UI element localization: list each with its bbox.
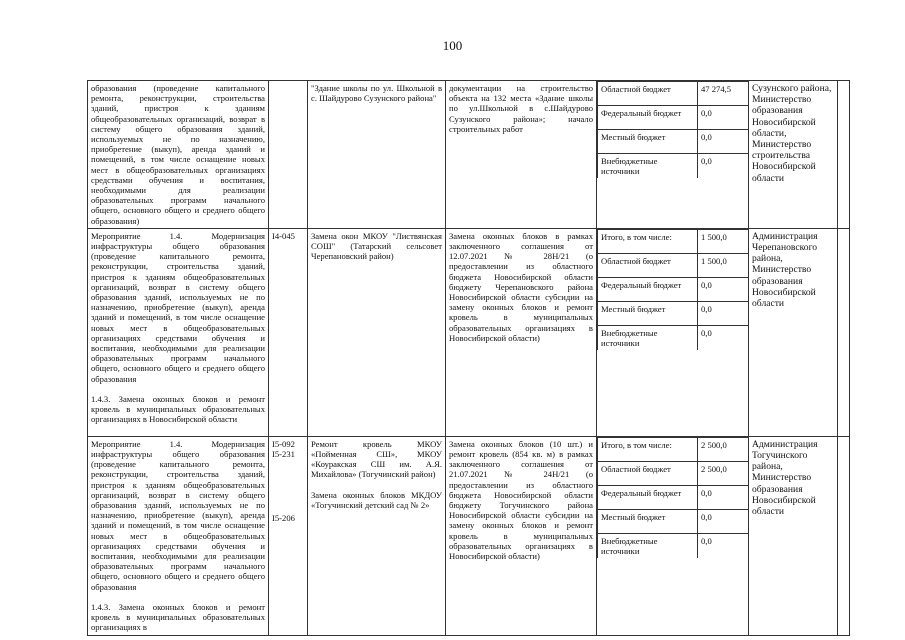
funding-amount: 47 274,5 (698, 82, 749, 106)
object-name: "Здание школы по ул. Школьной в с. Шайдурово Сузунского района" (311, 83, 442, 104)
funding-row (598, 229, 749, 253)
activity-code-cell (269, 228, 308, 436)
funding-source: Областной бюджет (598, 461, 698, 485)
responsible-executors: Администрация Тогучинского района, Министерство образования Новосибирской области (752, 438, 818, 518)
expected-result-cell (446, 436, 597, 635)
object-cell (308, 81, 446, 229)
object-name: Замена окон МКОУ "Листвянская СОШ" (Татарский сельсовет Черепановский район) (311, 230, 442, 262)
funding-row (598, 277, 749, 301)
funding-source: Внебюджетные источники (598, 325, 698, 350)
object-name-extra: Замена оконных блоков МКДОУ «Тогучинский детский сад № 2» (311, 489, 442, 510)
funding-amount: 0,0 (698, 533, 749, 558)
table-row (88, 81, 850, 229)
activity-description-cell (88, 228, 269, 436)
responsible-cell (749, 436, 838, 635)
page-number: 100 (442, 38, 463, 53)
funding-source: Федеральный бюджет (598, 277, 698, 301)
funding-cell (597, 81, 749, 229)
activity-code: I4-045 (272, 230, 295, 241)
funding-amount: 0,0 (698, 485, 749, 509)
funding-amount: 0,0 (698, 325, 749, 350)
funding-amount: 0,0 (698, 509, 749, 533)
responsible-executors: Администрация Черепановского района, Министерство образования Новосибирской области (752, 230, 818, 310)
funding-source: Внебюджетные источники (598, 533, 698, 558)
activity-code: I5-206 (272, 513, 295, 524)
program-activities-table (87, 80, 850, 636)
funding-source: Местный бюджет (598, 130, 698, 154)
funding-row (598, 461, 749, 485)
expected-result: Замена оконных блоков (10 шт.) и ремонт кровель (854 кв. м) в рамках заключенного соглашения от 21.07.2021 № 24Н/21 (о предоставлении из областного бюджета Новосибирской области бюджету Тогучинского района Новосибирской области субсидии на замену оконных блоков и ремонт кровель в муниципальных образовательных организациях в Новосибирской области) (449, 438, 593, 562)
funding-amount: 0,0 (698, 277, 749, 301)
funding-row (598, 325, 749, 350)
activity-description-cell (88, 436, 269, 635)
activity-description: Мероприятие 1.4. Модернизация инфраструктуры общего образования (проведение капитального ремонта, реконструкции, строительства зданий, пристроя к зданиям общеобразовательных организаций, возврат в систему общего образования зданий, используемых не по назначению, приобретение (выкуп), аренда зданий и помещений, в том числе оснащение новых мест в общеобразовательных организациях средствами обучения и воспитания, необходимыми для реализации образовательных программ начального общего, основного общего и среднего общего образования (91, 230, 265, 384)
activity-description: Мероприятие 1.4. Модернизация инфраструктуры общего образования (проведение капитального ремонта, реконструкции, строительства зданий, пристроя к зданиям общеобразовательных организаций, возврат в систему общего образования зданий, используемых не по назначению, приобретение (выкуп), аренда зданий и помещений, в том числе оснащение новых мест в общеобразовательных организациях средствами обучения и воспитания, необходимыми для реализации образовательных программ начального общего, основного общего и среднего общего образования (91, 438, 265, 592)
funding-source: Федеральный бюджет (598, 485, 698, 509)
activity-code: I5-231 (272, 449, 295, 460)
funding-amount: 1 500,0 (698, 253, 749, 277)
activity-sub-description: 1.4.3. Замена оконных блоков и ремонт кровель в муниципальных образовательных организациях в Новосибирской области (91, 393, 265, 425)
funding-source: Итого, в том числе: (598, 229, 698, 253)
responsible-executors: Сузунского района, Министерство образования Новосибирской области, Министерство строительства Новосибирской области (752, 83, 832, 184)
funding-row (598, 154, 749, 179)
funding-row (598, 437, 749, 461)
object-name: Ремонт кровель МКОУ «Пойменная СШ», МКОУ «Коуракская СШ им. А.Я. Михайлова» (Тогучинский район) (311, 438, 442, 480)
funding-row (598, 509, 749, 533)
object-cell (308, 228, 446, 436)
activity-sub-description: 1.4.3. Замена оконных блоков и ремонт кровель в муниципальных образовательных организациях в (91, 601, 265, 633)
funding-source: Областной бюджет (598, 82, 698, 106)
funding-row (598, 130, 749, 154)
expected-result: Замена оконных блоков в рамках заключенного соглашения от 12.07.2021 № 28Н/21 (о предоставлении из областного бюджета Новосибирской области бюджету Черепановского района Новосибирской области субсидии на замену оконных блоков и ремонт кровель в муниципальных образовательных организациях в Новосибирской области) (449, 230, 593, 343)
funding-row (598, 82, 749, 106)
empty-cell (838, 436, 850, 635)
activity-code-cell (269, 436, 308, 635)
funding-source: Итого, в том числе: (598, 437, 698, 461)
object-cell (308, 436, 446, 635)
funding-row (598, 485, 749, 509)
funding-source: Федеральный бюджет (598, 106, 698, 130)
funding-row (598, 533, 749, 558)
responsible-cell (749, 228, 838, 436)
funding-amount: 0,0 (698, 106, 749, 130)
funding-source: Внебюджетные источники (598, 154, 698, 179)
table-row (88, 228, 850, 436)
expected-result: документации на строительство объекта на 132 места «Здание школы по ул.Школьной в с.Шайдурово Сузунского района»; начало строительных работ (449, 83, 593, 134)
funding-cell (597, 436, 749, 635)
funding-amount: 2 500,0 (698, 461, 749, 485)
funding-amount: 0,0 (698, 301, 749, 325)
funding-amount: 2 500,0 (698, 437, 749, 461)
funding-row (598, 253, 749, 277)
funding-amount: 1 500,0 (698, 229, 749, 253)
funding-source: Областной бюджет (598, 253, 698, 277)
funding-amount: 0,0 (698, 154, 749, 179)
responsible-cell (749, 81, 838, 229)
funding-source: Местный бюджет (598, 301, 698, 325)
table-row (88, 436, 850, 635)
activity-code-cell (269, 81, 308, 229)
expected-result-cell (446, 81, 597, 229)
funding-row (598, 106, 749, 130)
funding-row (598, 301, 749, 325)
activity-description: образования (проведение капитального ремонта, реконструкции, строительства зданий, пристроя к зданиям общеобразовательных организаций, возврат в систему общего образования зданий, используемых не по назначению, приобретение (выкуп), аренда зданий и помещений, в том числе оснащение новых мест в общеобразовательных организациях средствами обучения и воспитания, необходимыми для реализации образовательных программ начального общего, основного общего и среднего общего образования) (91, 83, 265, 226)
funding-source: Местный бюджет (598, 509, 698, 533)
activity-description-cell (88, 81, 269, 229)
funding-amount: 0,0 (698, 130, 749, 154)
empty-cell (838, 81, 850, 229)
funding-cell (597, 228, 749, 436)
expected-result-cell (446, 228, 597, 436)
empty-cell (838, 228, 850, 436)
activity-code: I5-092 (272, 438, 295, 449)
